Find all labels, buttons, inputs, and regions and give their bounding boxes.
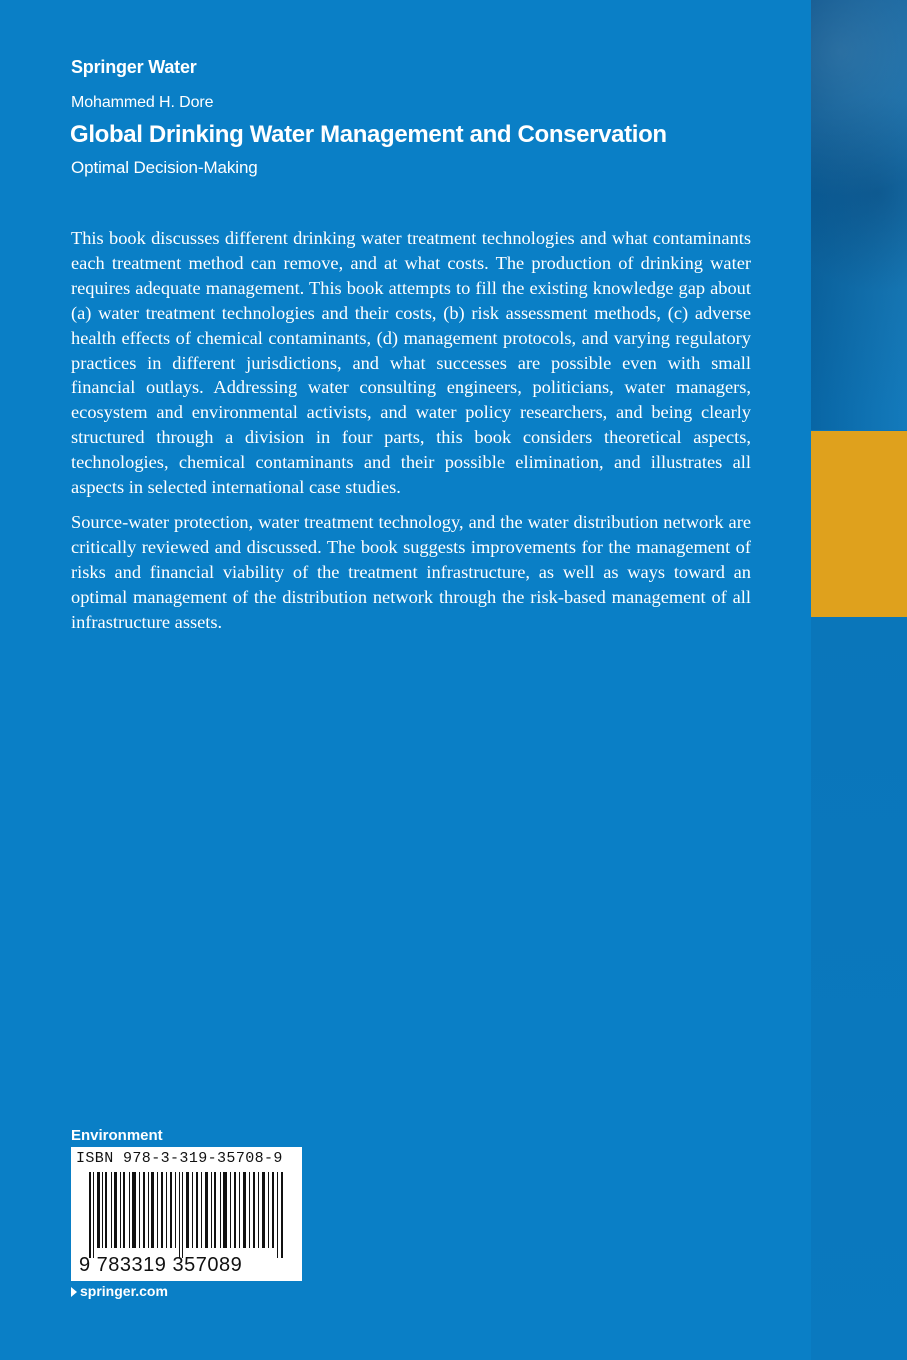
book-subtitle: Optimal Decision-Making [71, 158, 258, 177]
springer-website-link[interactable] [71, 1283, 168, 1299]
spine-strip [811, 0, 907, 1360]
series-name: Springer Water [71, 57, 197, 77]
book-description [71, 226, 751, 645]
barcode-icon [89, 1172, 283, 1262]
website-text: springer.com [80, 1283, 168, 1299]
spine-image-strip [811, 0, 907, 430]
author-name: Mohammed H. Dore [71, 94, 214, 111]
spine-accent-band [811, 431, 907, 617]
isbn-barcode-box [71, 1147, 302, 1281]
isbn-label: ISBN 978-3-319-35708-9 [76, 1150, 283, 1167]
ean-number: 9 783319 357089 [79, 1254, 243, 1276]
category-label: Environment [71, 1127, 163, 1144]
arrow-right-icon [71, 1287, 77, 1297]
book-title: Global Drinking Water Management and Conservation [70, 121, 667, 148]
description-paragraph-2: Source-water protection, water treatment technology, and the water distribution network are critically reviewed and discussed. The book suggests improvements for the management of risks and financial viability of the treatment infrastructure, as well as ways toward an optimal management of the distribution network through the risk-based management of all infrastructure assets. [71, 511, 751, 632]
description-paragraph-1: This book discusses different drinking water treatment technologies and what contaminants each treatment method can remove, and at what costs. The production of drinking water requires adequate management. This book attempts to fill the existing knowledge gap about (a) water treatment technologies and their costs, (b) risk assessment methods, (c) adverse health effects of chemical contaminants, (d) management protocols, and varying regulatory practices in different jurisdictions, and what successes are possible even with small financial outlays. Addressing water consulting engineers, politicians, water managers, ecosystem and environmental activists, and water policy researchers, and being clearly structured through a division in four parts, this book considers theoretical aspects, technologies, chemical contaminants and their possible elimination, and illustrates all aspects in selected international case studies. [71, 228, 751, 498]
